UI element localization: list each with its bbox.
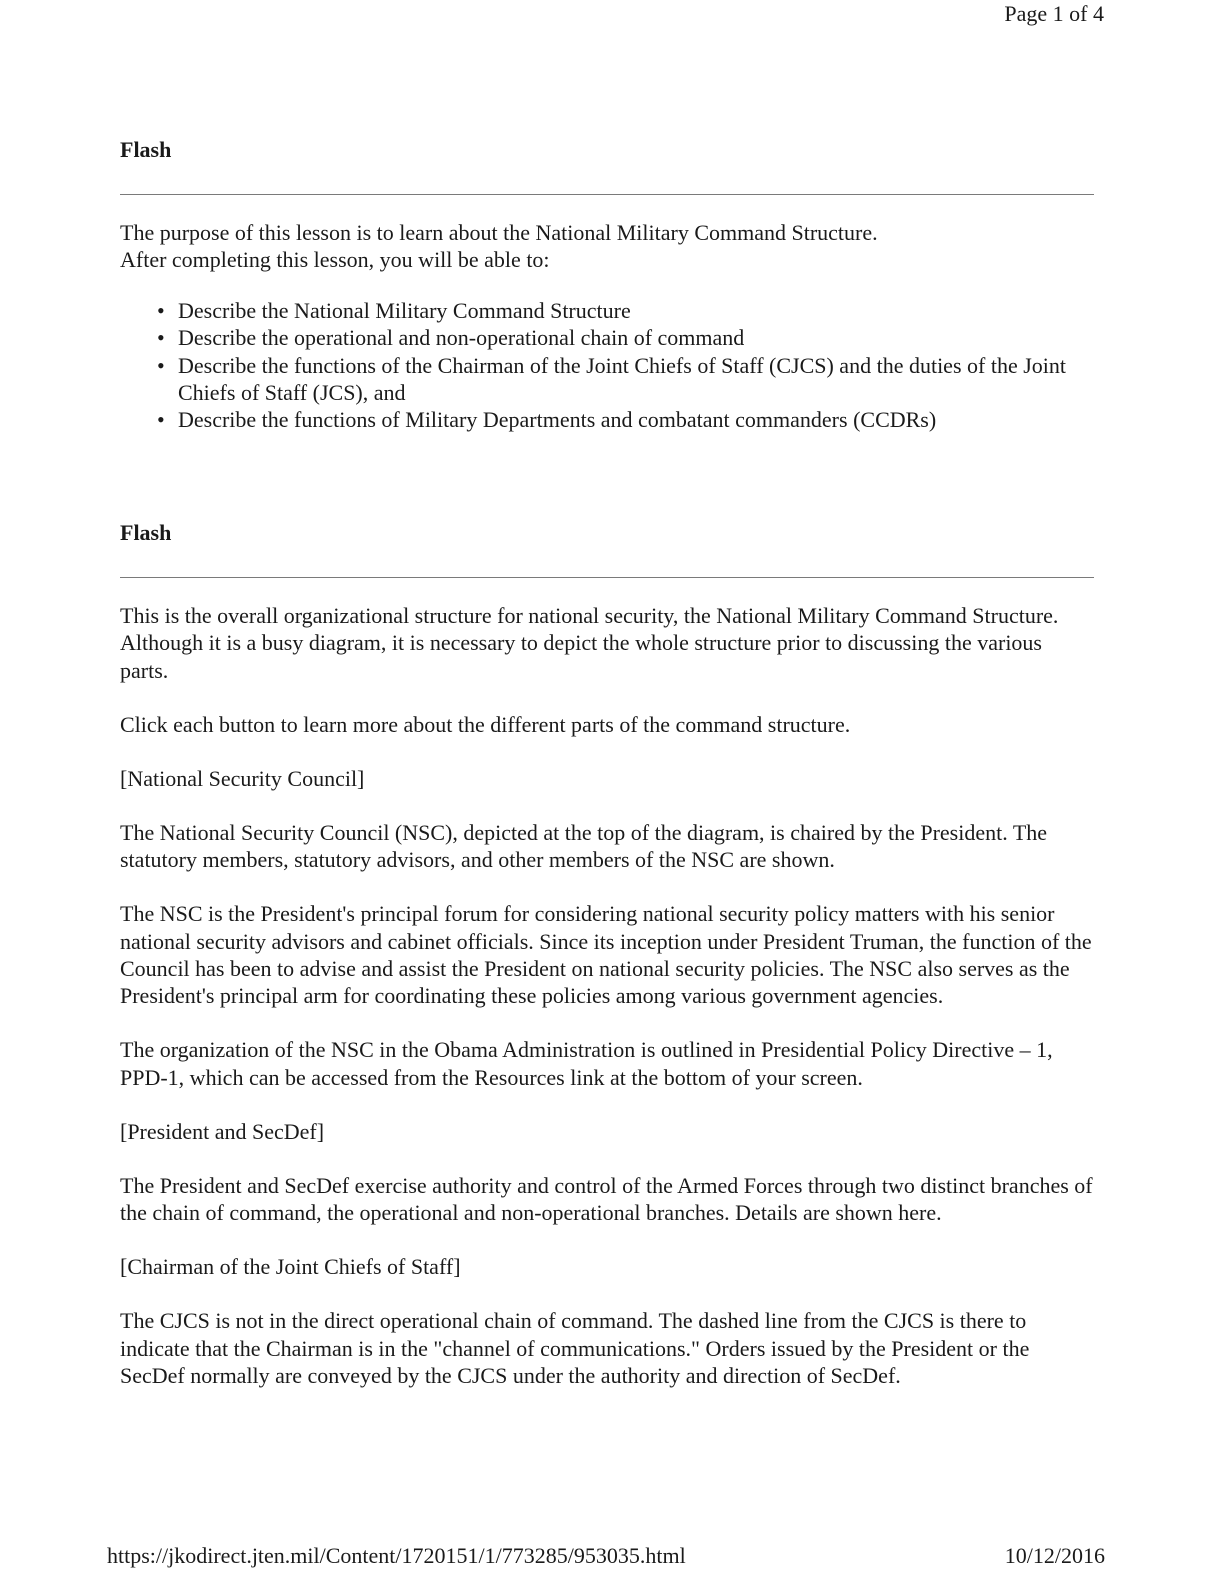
bullet-icon: • <box>157 297 165 323</box>
objective-item <box>157 324 1094 351</box>
objective-item <box>157 352 1094 407</box>
section-heading: Flash <box>120 137 172 162</box>
button-label-president-secdef: [President and SecDef] <box>120 1118 325 1144</box>
footer-url: https://jkodirect.jten.mil/Content/1720151/1/773285/953035.html <box>107 1543 686 1568</box>
objective-text: Describe the operational and non-operational chain of command <box>178 325 745 351</box>
paragraph-overview: This is the overall organizational structure for national security, the National Military Command Structure. Although it is a busy diagram, it is necessary to depict the whole structure prior to discussing the various parts. <box>120 603 1059 683</box>
objective-item <box>157 406 1094 433</box>
bullet-icon: • <box>157 325 165 351</box>
button-label-nsc: [National Security Council] <box>120 765 365 791</box>
paragraph-nsc-ppd: The organization of the NSC in the Obama Administration is outlined in Presidential Policy Directive – 1, PPD-1, which can be accessed from the Resources link at the bottom of your screen. <box>120 1037 1053 1090</box>
paragraph-nsc-intro: The National Security Council (NSC), depicted at the top of the diagram, is chaired by the President. The statutory members, statutory advisors, and other members of the NSC are shown. <box>120 819 1048 873</box>
intro-text <box>120 219 1094 274</box>
section-body <box>120 602 1094 1389</box>
objective-text: Describe the National Military Command Structure <box>178 297 631 323</box>
button-label-cjcs: [Chairman of the Joint Chiefs of Staff] <box>120 1254 461 1280</box>
intro-purpose: The purpose of this lesson is to learn about the National Military Command Structure. <box>120 220 878 245</box>
page-indicator: Page 1 of 4 <box>1004 1 1104 26</box>
section-command-structure <box>120 519 1094 1389</box>
objective-text: Describe the functions of the Chairman of the Joint Chiefs of Staff (CJCS) and the duties of the Joint Chiefs of Staff (JCS), and <box>178 352 1066 406</box>
section-objectives <box>120 136 1094 434</box>
paragraph-instruction: Click each button to learn more about the different parts of the command structure. <box>120 711 851 737</box>
objectives-list <box>120 297 1094 434</box>
bullet-icon: • <box>157 407 165 433</box>
section-heading: Flash <box>120 520 172 545</box>
intro-lead: After completing this lesson, you will be able to: <box>120 247 550 273</box>
divider <box>120 577 1094 578</box>
objective-item <box>157 297 1094 324</box>
paragraph-cjcs: The CJCS is not in the direct operational chain of command. The dashed line from the CJCS is there to indicate that the Chairman is in the "channel of communications." Orders issued by the President or the SecDef normally are conveyed by the CJCS under the authority and direction of SecDef. <box>120 1308 1030 1389</box>
paragraph-nsc-role: The NSC is the President's principal forum for considering national security policy matters with his senior national security advisors and cabinet officials. Since its inception under President Truman, the function of the Council has been to advise and assist the President on national security policies. The NSC also serves as the President's principal arm for coordinating these policies among various government agencies. <box>120 901 1092 1009</box>
bullet-icon: • <box>157 352 165 378</box>
footer-date: 10/12/2016 <box>1004 1543 1105 1568</box>
objective-text: Describe the functions of Military Departments and combatant commanders (CCDRs) <box>178 407 937 433</box>
divider <box>120 194 1094 195</box>
paragraph-president-secdef: The President and SecDef exercise authority and control of the Armed Forces through two distinct branches of the chain of command, the operational and non-operational branches. Details are shown here. <box>120 1172 1093 1226</box>
